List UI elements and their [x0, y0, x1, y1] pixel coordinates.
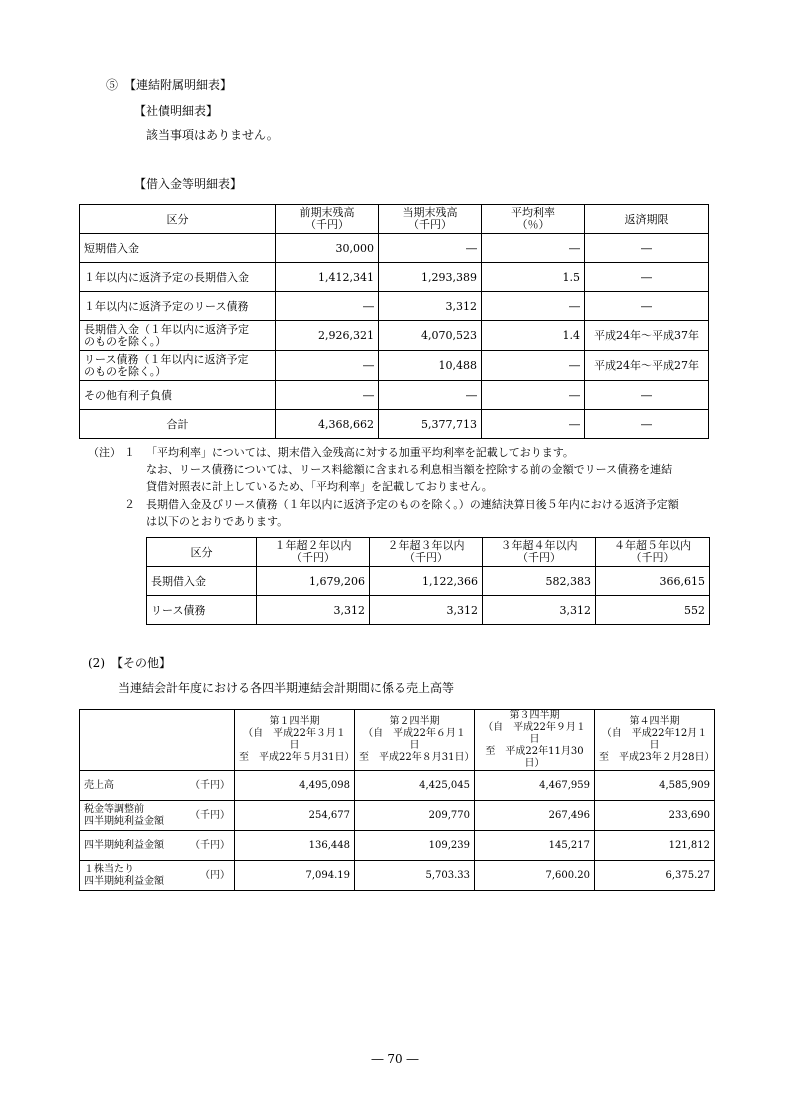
note2-line2: は以下のとおりであります。 — [146, 515, 289, 528]
quarter-header-q4: 第４四半期 （自 平成22年12月１日 至 平成23年２月28日） — [595, 710, 715, 771]
table-row — [80, 234, 709, 263]
repayment-table — [146, 537, 710, 625]
table-row — [80, 381, 709, 410]
loan-heading: 【借入金等明細表】 — [134, 177, 243, 191]
cell-value: 254,677 — [235, 801, 355, 831]
repay-header-col: ２年超３年以内 （千円） — [370, 538, 483, 567]
cell-curr: ― — [379, 234, 482, 263]
loan-header-prev: 前期末残高 （千円） — [276, 205, 379, 234]
cell-rate: ― — [482, 234, 585, 263]
cell-prev: ― — [276, 381, 379, 410]
row-label: 短期借入金 — [80, 234, 276, 263]
cell-rate: ― — [482, 351, 585, 381]
cell-value: 1,679,206 — [257, 567, 370, 596]
cell-value: 582,383 — [483, 567, 596, 596]
total-row — [80, 410, 709, 439]
row-unit: （千円） — [190, 779, 230, 791]
row-label: その他有利子負債 — [80, 381, 276, 410]
table-row — [80, 292, 709, 321]
note1-line1: 「平均利率」については、期末借入金残高に対する加重平均利率を記載しております。 — [146, 446, 574, 459]
row-label: リース債務 — [147, 596, 257, 625]
row-label: （千円） 売上高 — [80, 771, 235, 801]
cell-value: 121,812 — [595, 831, 715, 861]
quarter-header-q3: 第３四半期 （自 平成22年９月１日 至 平成22年11月30日） — [475, 710, 595, 771]
table-row — [80, 351, 709, 381]
cell-due: ― — [585, 381, 709, 410]
cell-prev: 4,368,662 — [276, 410, 379, 439]
quarter-header-q1: 第１四半期 （自 平成22年３月１日 至 平成22年５月31日） — [235, 710, 355, 771]
loan-header-due: 返済期限 — [585, 205, 709, 234]
row-label: （千円） 四半期純利益金額 — [80, 831, 235, 861]
cell-curr: 10,488 — [379, 351, 482, 381]
cell-curr: 4,070,523 — [379, 321, 482, 351]
cell-rate: ― — [482, 381, 585, 410]
cell-due: 平成24年～平成27年 — [585, 351, 709, 381]
cell-value: 3,312 — [257, 596, 370, 625]
table-row — [80, 263, 709, 292]
cell-rate: 1.4 — [482, 321, 585, 351]
note1-number: １ — [124, 446, 135, 459]
section2-heading: (2) 【その他】 — [88, 656, 171, 670]
cell-curr: 3,312 — [379, 292, 482, 321]
row-label: １年以内に返済予定の長期借入金 — [80, 263, 276, 292]
repay-header-category: 区分 — [147, 538, 257, 567]
table-row — [147, 596, 710, 625]
section5-heading: ⑤ 【連結附属明細表】 — [106, 78, 233, 92]
cell-value: 267,496 — [475, 801, 595, 831]
cell-prev: ― — [276, 292, 379, 321]
loan-header-category: 区分 — [80, 205, 276, 234]
bond-note: 該当事項はありません。 — [146, 128, 279, 142]
notes-prefix: （注） — [88, 446, 121, 459]
cell-curr: 1,293,389 — [379, 263, 482, 292]
repay-header-col: ３年超４年以内 （千円） — [483, 538, 596, 567]
table-row — [80, 831, 715, 861]
table-row — [80, 801, 715, 831]
cell-due: 平成24年～平成37年 — [585, 321, 709, 351]
note2-line1: 長期借入金及びリース債務（１年以内に返済予定のものを除く。）の連結決算日後５年内における返済予定額 — [146, 498, 679, 511]
cell-value: 233,690 — [595, 801, 715, 831]
note2-number: ２ — [124, 498, 135, 511]
cell-curr: 5,377,713 — [379, 410, 482, 439]
cell-value: 109,239 — [355, 831, 475, 861]
cell-value: 4,467,959 — [475, 771, 595, 801]
row-label: １年以内に返済予定のリース債務 — [80, 292, 276, 321]
loan-header-curr: 当期末残高 （千円） — [379, 205, 482, 234]
cell-value: 4,495,098 — [235, 771, 355, 801]
loan-header-row — [80, 205, 709, 234]
cell-value: 6,375.27 — [595, 861, 715, 891]
cell-due: ― — [585, 410, 709, 439]
table-row — [80, 771, 715, 801]
bond-heading: 【社債明細表】 — [134, 104, 219, 118]
row-unit: （円） — [200, 869, 230, 881]
repay-header-col: １年超２年以内 （千円） — [257, 538, 370, 567]
cell-due: ― — [585, 234, 709, 263]
loan-header-rate: 平均利率 （％） — [482, 205, 585, 234]
cell-value: 7,600.20 — [475, 861, 595, 891]
table-row — [147, 567, 710, 596]
cell-value: 4,425,045 — [355, 771, 475, 801]
quarterly-table — [79, 709, 715, 891]
cell-value: 136,448 — [235, 831, 355, 861]
loan-table — [79, 204, 709, 439]
cell-value: 366,615 — [596, 567, 710, 596]
cell-curr: ― — [379, 381, 482, 410]
quarter-header-blank — [80, 710, 235, 771]
row-label: （円） １株当たり 四半期純利益金額 — [80, 861, 235, 891]
row-unit: （千円） — [190, 839, 230, 851]
cell-value: 209,770 — [355, 801, 475, 831]
repay-header-col: ４年超５年以内 （千円） — [596, 538, 710, 567]
row-label: 長期借入金 — [147, 567, 257, 596]
cell-value: 552 — [596, 596, 710, 625]
cell-prev: 2,926,321 — [276, 321, 379, 351]
quarter-header-row — [80, 710, 715, 771]
row-label: （千円） 税金等調整前 四半期純利益金額 — [80, 801, 235, 831]
cell-prev: ― — [276, 351, 379, 381]
cell-value: 7,094.19 — [235, 861, 355, 891]
table-row — [80, 861, 715, 891]
row-label: リース債務（１年以内に返済予定 のものを除く。） — [80, 351, 276, 381]
table-row — [80, 321, 709, 351]
cell-rate: ― — [482, 410, 585, 439]
cell-value: 5,703.33 — [355, 861, 475, 891]
cell-value: 145,217 — [475, 831, 595, 861]
cell-due: ― — [585, 292, 709, 321]
quarter-header-q2: 第２四半期 （自 平成22年６月１日 至 平成22年８月31日） — [355, 710, 475, 771]
row-label: 長期借入金（１年以内に返済予定 のものを除く。） — [80, 321, 276, 351]
cell-prev: 30,000 — [276, 234, 379, 263]
cell-due: ― — [585, 263, 709, 292]
cell-value: 3,312 — [370, 596, 483, 625]
cell-prev: 1,412,341 — [276, 263, 379, 292]
row-unit: （千円） — [190, 809, 230, 821]
section2-subtitle: 当連結会計年度における各四半期連結会計期間に係る売上高等 — [118, 681, 455, 695]
cell-rate: 1.5 — [482, 263, 585, 292]
note1-line2: なお、リース債務については、リース料総額に含まれる利息相当額を控除する前の金額でリース債務を連結 — [146, 463, 673, 476]
page-number: ― 70 ― — [371, 1052, 419, 1066]
cell-rate: ― — [482, 292, 585, 321]
cell-value: 1,122,366 — [370, 567, 483, 596]
cell-value: 4,585,909 — [595, 771, 715, 801]
note1-line3: 貸借対照表に計上しているため、「平均利率」を記載しておりません。 — [146, 480, 493, 493]
row-label: 合計 — [80, 410, 276, 439]
repay-header-row — [147, 538, 710, 567]
cell-value: 3,312 — [483, 596, 596, 625]
